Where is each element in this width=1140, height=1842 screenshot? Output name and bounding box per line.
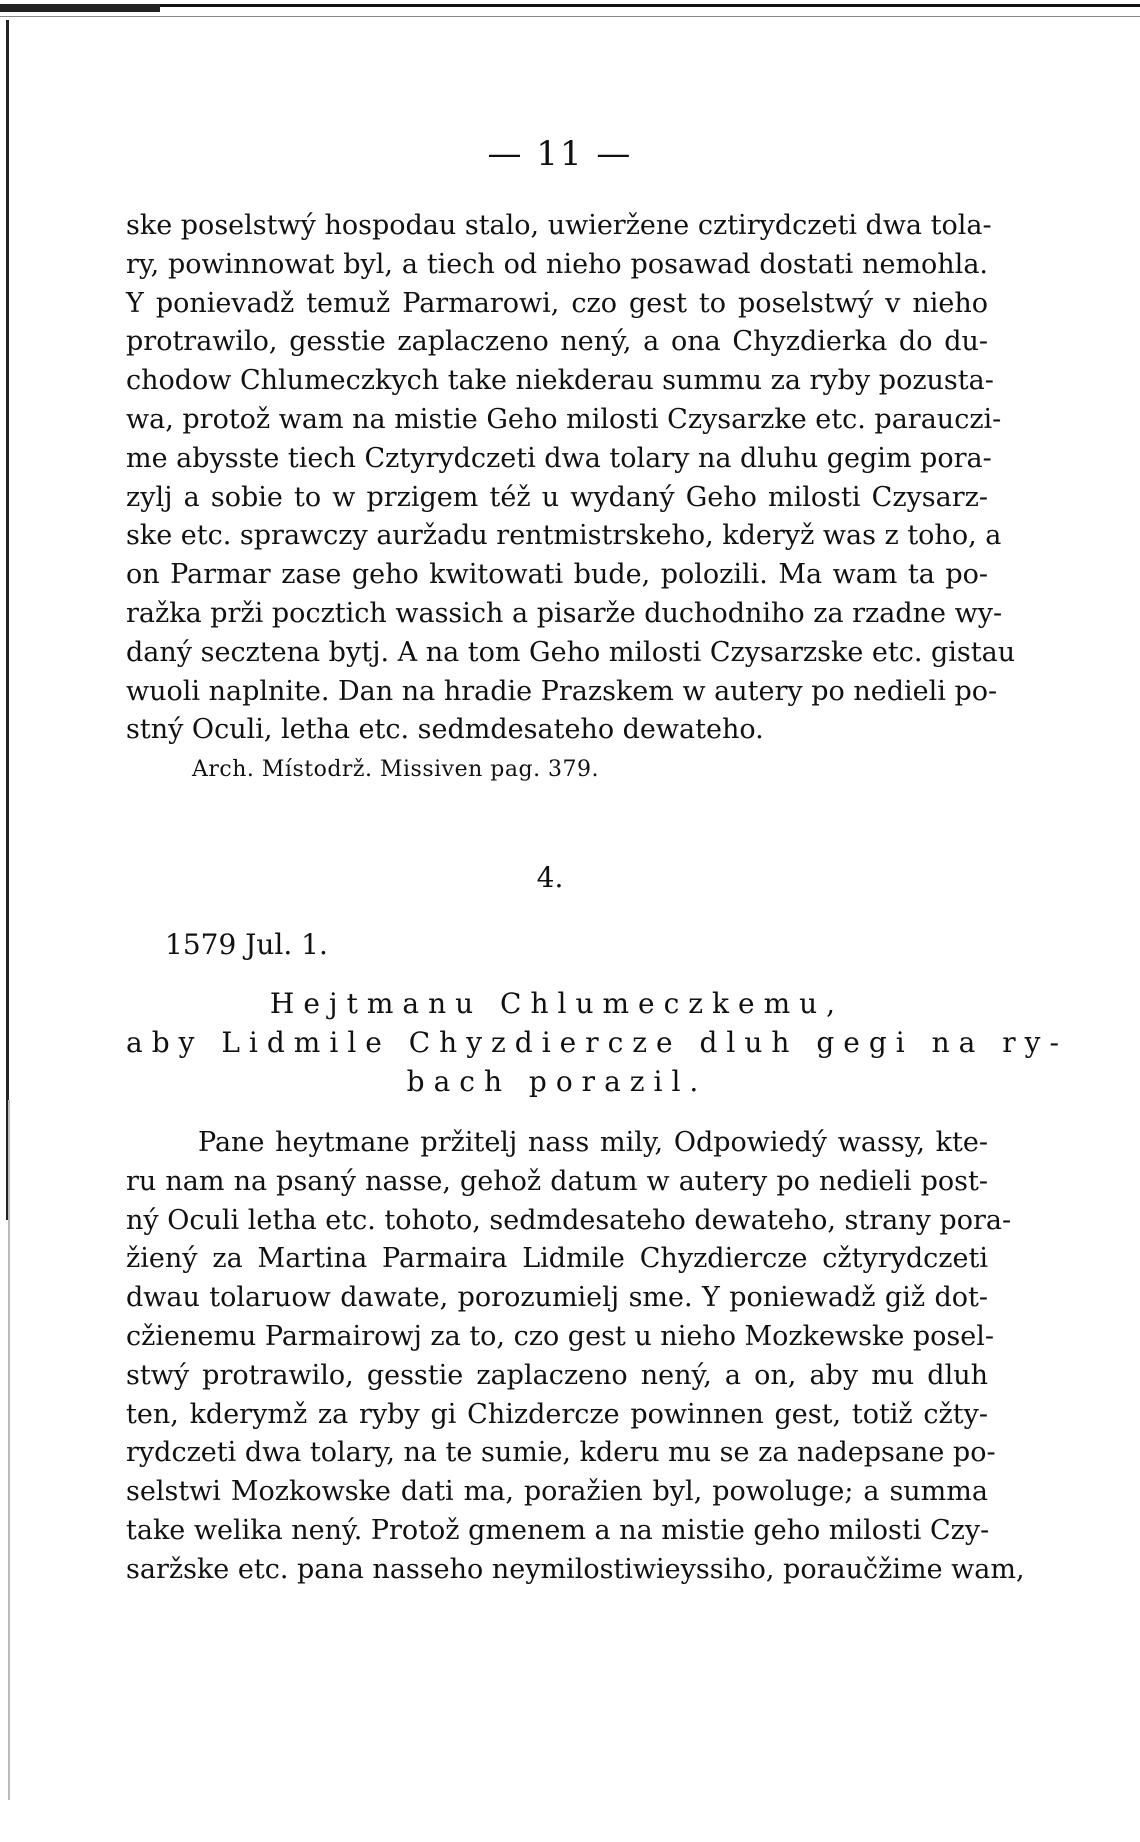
paragraph-2-line: take welika nený. Protož gmenem a na mistie geho milosti Czy- <box>126 1514 990 1546</box>
paragraph-2 <box>126 1124 1025 1590</box>
paragraph-1-line: daný secztena bytj. A na tom Geho milosti Czysarzske etc. gistau <box>126 636 1016 668</box>
paragraph-1-line: wa, protož wam na mistie Geho milosti Czysarzke etc. parauczi- <box>126 403 1002 435</box>
document-heading <box>126 985 1068 1101</box>
paragraph-1-line: ske etc. sprawczy auržadu rentmistrskeho, kderyž was z toho, a <box>126 520 1002 552</box>
paragraph-2-line: ný Oculi letha etc. tohoto, sedmdesateho dewateho, strany pora- <box>126 1204 1012 1236</box>
paragraph-2-line: ru nam na psaný nasse, gehož datum w autery po nedieli post- <box>126 1165 988 1197</box>
document-number: 4. <box>536 861 564 894</box>
paragraph-2-line: ten, kderymž za ryby gi Chizdercze powinnen gest, totiž cžty- <box>126 1398 988 1430</box>
paragraph-2-line: cžienemu Parmairowj za to, czo gest u nieho Mozkewske posel- <box>126 1320 995 1352</box>
archive-source-note: Arch. Místodrž. Missiven pag. 379. <box>192 757 600 782</box>
paragraph-1-line: chodow Chlumeczkych take niekderau summu za ryby pozusta- <box>126 365 994 397</box>
scan-left-border-lower <box>8 1100 10 1800</box>
scan-left-border <box>6 20 9 1220</box>
paragraph-1-line: Y ponievadž temuž Parmarowi, czo gest to poselstwý v nieho <box>126 287 988 319</box>
document-heading-line: bach porazil. <box>406 1064 708 1098</box>
page-number: — 11 — <box>487 134 633 174</box>
paragraph-1-line: ry, powinnowat byl, a tiech od nieho posawad dostati nemohla. <box>126 248 988 280</box>
paragraph-2-line: Pane heytmane pržitelj nass mily, Odpowiedý wassy, kte- <box>198 1127 988 1158</box>
paragraph-2-line: saržske etc. pana nasseho neymilostiwieyssiho, poraučžime wam, <box>126 1553 1025 1585</box>
paragraph-2-line: dwau tolaruow dawate, porozumielj sme. Y poniewadž giž dot- <box>126 1282 988 1314</box>
paragraph-1-line: on Parmar zase geho kwitowati bude, polozili. Ma wam ta po- <box>126 559 988 591</box>
paragraph-1 <box>126 207 1016 750</box>
paragraph-1-line: wuoli naplnite. Dan na hradie Prazskem w autery po nedieli po- <box>126 675 998 707</box>
paragraph-2-line: žiený za Martina Parmaira Lidmile Chyzdiercze cžtyrydczeti <box>126 1243 988 1275</box>
paragraph-1-line: ske poselstwý hospodau stalo, uwieržene cztirydczeti dwa tola- <box>126 210 992 241</box>
paragraph-1-line: stný Oculi, letha etc. sedmdesateho dewateho. <box>126 714 764 746</box>
paragraph-2-line: stwý protrawilo, gesstie zaplaczeno nený, a on, aby mu dluh <box>126 1359 988 1391</box>
paragraph-2-line: selstwi Mozkowske dati ma, poražien byl, powoluge; a summa <box>126 1476 988 1508</box>
paragraph-1-line: me abysste tiech Cztyrydczeti dwa tolary na dluhu gegim pora- <box>126 442 992 474</box>
document-heading-line: Hejtmanu Chlumeczkemu, <box>269 987 845 1020</box>
paragraph-2-line: rydczeti dwa tolary, na te sumie, kderu mu se za nadepsane po- <box>126 1437 996 1469</box>
paragraph-1-line: zylj a sobie to w przigem též u wydaný Geho milosti Czysarz- <box>126 481 988 513</box>
document-date: 1579 Jul. 1. <box>165 928 328 961</box>
scan-top-border <box>0 4 1140 22</box>
paragraph-1-line: ražka prži pocztich wassich a pisarže duchodniho za rzadne wy- <box>126 597 1003 629</box>
paragraph-1-line: protrawilo, gesstie zaplaczeno nený, a ona Chyzdierka do du- <box>126 326 988 358</box>
document-heading-line: aby Lidmile Chyzdiercze dluh gegi na ry- <box>126 1025 1068 1059</box>
